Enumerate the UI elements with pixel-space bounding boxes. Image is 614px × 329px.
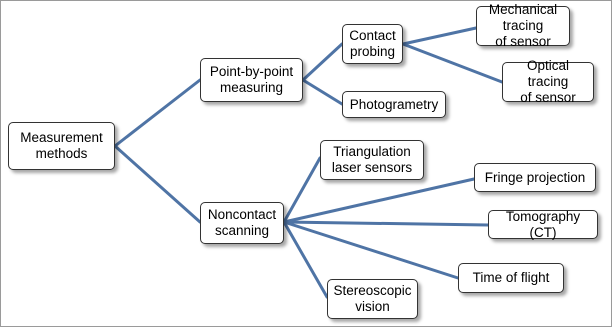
- edge-noncontact-fringe: [284, 179, 474, 222]
- node-mechanical-tracing: Mechanical tracing of sensor: [476, 6, 570, 46]
- node-optical-tracing: Optical tracing of sensor: [502, 62, 594, 102]
- node-photogrammetry: Photogrametry: [342, 91, 446, 118]
- node-point-by-point-measuring: Point-by-point measuring: [200, 58, 303, 102]
- edge-pointbypoint-photogrammetry: [303, 80, 342, 104]
- node-time-of-flight: Time of flight: [458, 263, 564, 293]
- edge-root-pointbypoint: [115, 80, 200, 146]
- node-fringe-projection: Fringe projection: [474, 163, 596, 192]
- node-measurement-methods: Measurement methods: [8, 122, 115, 170]
- node-contact-probing: Contact probing: [342, 24, 403, 64]
- edge-root-noncontact: [115, 146, 200, 222]
- node-tomography-ct: Tomography (CT): [488, 210, 598, 239]
- edge-noncontact-tomography: [284, 222, 488, 225]
- node-triangulation-laser-sensors: Triangulation laser sensors: [320, 140, 424, 180]
- edge-pointbypoint-contact: [303, 44, 342, 80]
- edge-contact-mechanical: [403, 28, 476, 44]
- node-noncontact-scanning: Noncontact scanning: [200, 202, 284, 244]
- edge-noncontact-triangulation: [284, 158, 320, 222]
- node-stereoscopic-vision: Stereoscopic vision: [327, 279, 418, 319]
